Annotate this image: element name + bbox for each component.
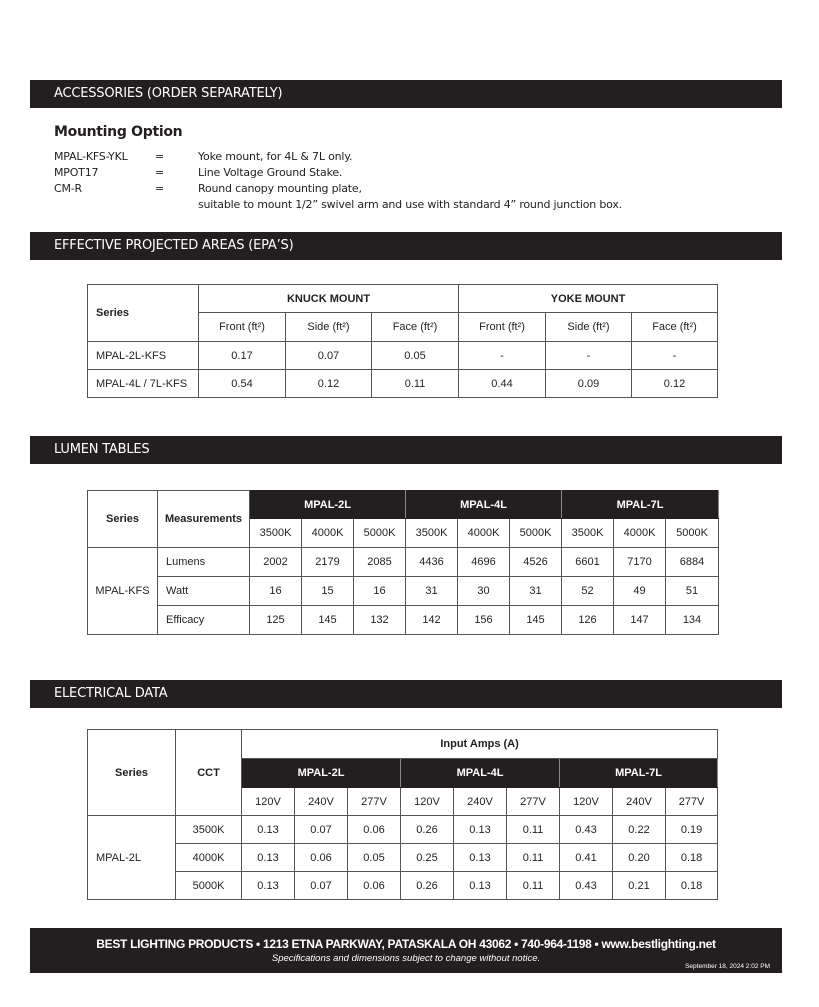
cct-cell: 5000K [176, 872, 242, 900]
table-row [88, 370, 718, 398]
value-cell: 147 [614, 606, 666, 635]
value-cell: 52 [562, 577, 614, 606]
column-header: 3500K [250, 519, 302, 548]
column-header: 5000K [354, 519, 406, 548]
input-amps-header: Input Amps (A) [242, 730, 718, 759]
table-row [88, 606, 719, 635]
mounting-option-item [54, 165, 754, 181]
value-cell: 0.18 [666, 872, 718, 900]
series-header: Series [88, 491, 158, 548]
value-cell: 0.12 [286, 370, 372, 398]
value-cell: 145 [510, 606, 562, 635]
group-header: MPAL-2L [250, 491, 406, 519]
column-header: Face (ft²) [372, 313, 459, 342]
mounting-option-code: CM-R [54, 182, 82, 195]
mounting-option-eq: = [155, 182, 165, 195]
value-cell: 0.43 [560, 872, 613, 900]
column-header: 3500K [406, 519, 458, 548]
value-cell: 0.07 [295, 816, 348, 844]
value-cell: 0.44 [459, 370, 546, 398]
value-cell: 0.17 [199, 342, 286, 370]
value-cell: 0.13 [242, 872, 295, 900]
column-header: 3500K [562, 519, 614, 548]
column-header: 5000K [666, 519, 719, 548]
value-cell: 0.09 [546, 370, 632, 398]
value-cell: 0.13 [454, 872, 507, 900]
footer-date: September 18, 2024 2:02 PM [685, 963, 770, 970]
mounting-option-item [54, 197, 754, 213]
value-cell: 0.13 [454, 844, 507, 872]
value-cell: 30 [458, 577, 510, 606]
value-cell: 0.13 [242, 844, 295, 872]
value-cell: 0.26 [401, 872, 454, 900]
value-cell: 0.43 [560, 816, 613, 844]
section-header-accessories: ACCESSORIES (ORDER SEPARATELY) [30, 80, 782, 108]
value-cell: - [632, 342, 718, 370]
group-header: MPAL-7L [562, 491, 719, 519]
table-row [88, 844, 718, 872]
value-cell: 134 [666, 606, 719, 635]
value-cell: 0.11 [507, 816, 560, 844]
column-header: 277V [507, 788, 560, 816]
value-cell: 0.18 [666, 844, 718, 872]
mounting-option-desc: Round canopy mounting plate, [198, 182, 362, 195]
column-header: Front (ft²) [199, 313, 286, 342]
value-cell: 0.25 [401, 844, 454, 872]
column-header: 4000K [614, 519, 666, 548]
column-header: 120V [401, 788, 454, 816]
table-row [88, 342, 718, 370]
column-header: 120V [242, 788, 295, 816]
series-header: Series [88, 285, 199, 342]
mounting-option-desc: Line Voltage Ground Stake. [198, 166, 343, 179]
column-header: 4000K [302, 519, 354, 548]
footer-notice: Specifications and dimensions subject to change without notice. [271, 953, 541, 964]
section-header-electrical: ELECTRICAL DATA [30, 680, 782, 708]
measurement-label: Efficacy [158, 606, 250, 635]
value-cell: - [546, 342, 632, 370]
value-cell: 2085 [354, 548, 406, 577]
group-header: MPAL-4L [401, 759, 560, 788]
mounting-option-eq: = [155, 166, 165, 179]
value-cell: 31 [510, 577, 562, 606]
value-cell: 51 [666, 577, 719, 606]
value-cell: 125 [250, 606, 302, 635]
column-header: 277V [666, 788, 718, 816]
value-cell: 0.05 [372, 342, 459, 370]
footer [30, 928, 782, 973]
value-cell: 4696 [458, 548, 510, 577]
value-cell: 132 [354, 606, 406, 635]
value-cell: 16 [250, 577, 302, 606]
section-header-lumen: LUMEN TABLES [30, 436, 782, 464]
column-header: 5000K [510, 519, 562, 548]
table-row [88, 816, 718, 844]
value-cell: 49 [614, 577, 666, 606]
cct-cell: 3500K [176, 816, 242, 844]
column-header: 240V [613, 788, 666, 816]
electrical-table [87, 729, 718, 900]
group-header: MPAL-7L [560, 759, 718, 788]
value-cell: 0.22 [613, 816, 666, 844]
value-cell: 0.07 [286, 342, 372, 370]
group-header: KNUCK MOUNT [199, 285, 459, 313]
column-header: Front (ft²) [459, 313, 546, 342]
value-cell: 0.13 [454, 816, 507, 844]
column-header: Side (ft²) [546, 313, 632, 342]
header-row [88, 730, 718, 759]
value-cell: 16 [354, 577, 406, 606]
table-row [88, 548, 719, 577]
value-cell: 0.06 [348, 816, 401, 844]
column-header: 4000K [458, 519, 510, 548]
value-cell: 0.11 [372, 370, 459, 398]
cct-header: CCT [176, 730, 242, 816]
header-row [88, 285, 718, 313]
series-cell: MPAL-4L / 7L-KFS [88, 370, 199, 398]
mounting-option-desc: Yoke mount, for 4L & 7L only. [198, 150, 353, 163]
table-row [88, 872, 718, 900]
value-cell: 145 [302, 606, 354, 635]
series-header: Series [88, 730, 176, 816]
mounting-option-title: Mounting Option [54, 124, 183, 140]
group-header: MPAL-4L [406, 491, 562, 519]
column-header: 277V [348, 788, 401, 816]
mounting-option-desc: suitable to mount 1/2” swivel arm and use with standard 4” round junction box. [198, 198, 622, 211]
value-cell: 2179 [302, 548, 354, 577]
column-header: 240V [295, 788, 348, 816]
value-cell: 7170 [614, 548, 666, 577]
column-header: Side (ft²) [286, 313, 372, 342]
group-header: YOKE MOUNT [459, 285, 718, 313]
value-cell: 0.07 [295, 872, 348, 900]
value-cell: - [459, 342, 546, 370]
value-cell: 6884 [666, 548, 719, 577]
value-cell: 126 [562, 606, 614, 635]
value-cell: 142 [406, 606, 458, 635]
value-cell: 0.11 [507, 844, 560, 872]
value-cell: 0.11 [507, 872, 560, 900]
mounting-option-code: MPAL-KFS-YKL [54, 150, 128, 163]
value-cell: 0.41 [560, 844, 613, 872]
header-row [88, 491, 719, 519]
column-header: 120V [560, 788, 613, 816]
cct-cell: 4000K [176, 844, 242, 872]
value-cell: 4436 [406, 548, 458, 577]
value-cell: 6601 [562, 548, 614, 577]
value-cell: 0.13 [242, 816, 295, 844]
mounting-option-item [54, 149, 754, 165]
value-cell: 0.20 [613, 844, 666, 872]
value-cell: 15 [302, 577, 354, 606]
value-cell: 4526 [510, 548, 562, 577]
value-cell: 2002 [250, 548, 302, 577]
value-cell: 0.21 [613, 872, 666, 900]
mounting-option-code: MPOT17 [54, 166, 99, 179]
series-cell: MPAL-2L-KFS [88, 342, 199, 370]
group-header: MPAL-2L [242, 759, 401, 788]
series-cell: MPAL-2L [88, 816, 176, 900]
value-cell: 0.54 [199, 370, 286, 398]
value-cell: 156 [458, 606, 510, 635]
measurement-label: Watt [158, 577, 250, 606]
value-cell: 0.06 [295, 844, 348, 872]
lumen-table [87, 490, 719, 635]
column-header: 240V [454, 788, 507, 816]
value-cell: 0.12 [632, 370, 718, 398]
series-cell: MPAL-KFS [88, 548, 158, 635]
value-cell: 31 [406, 577, 458, 606]
value-cell: 0.26 [401, 816, 454, 844]
epa-table [87, 284, 718, 398]
value-cell: 0.05 [348, 844, 401, 872]
section-header-epa: EFFECTIVE PROJECTED AREAS (EPA’S) [30, 232, 782, 260]
footer-company-info: BEST LIGHTING PRODUCTS • 1213 ETNA PARKWAY, PATASKALA OH 43062 • 740-964-1198 • www.bestlighting.net [96, 937, 716, 951]
value-cell: 0.19 [666, 816, 718, 844]
table-row [88, 577, 719, 606]
measurement-label: Lumens [158, 548, 250, 577]
mounting-option-item [54, 181, 754, 197]
measurements-header: Measurements [158, 491, 250, 548]
value-cell: 0.06 [348, 872, 401, 900]
mounting-option-eq: = [155, 150, 165, 163]
column-header: Face (ft²) [632, 313, 718, 342]
